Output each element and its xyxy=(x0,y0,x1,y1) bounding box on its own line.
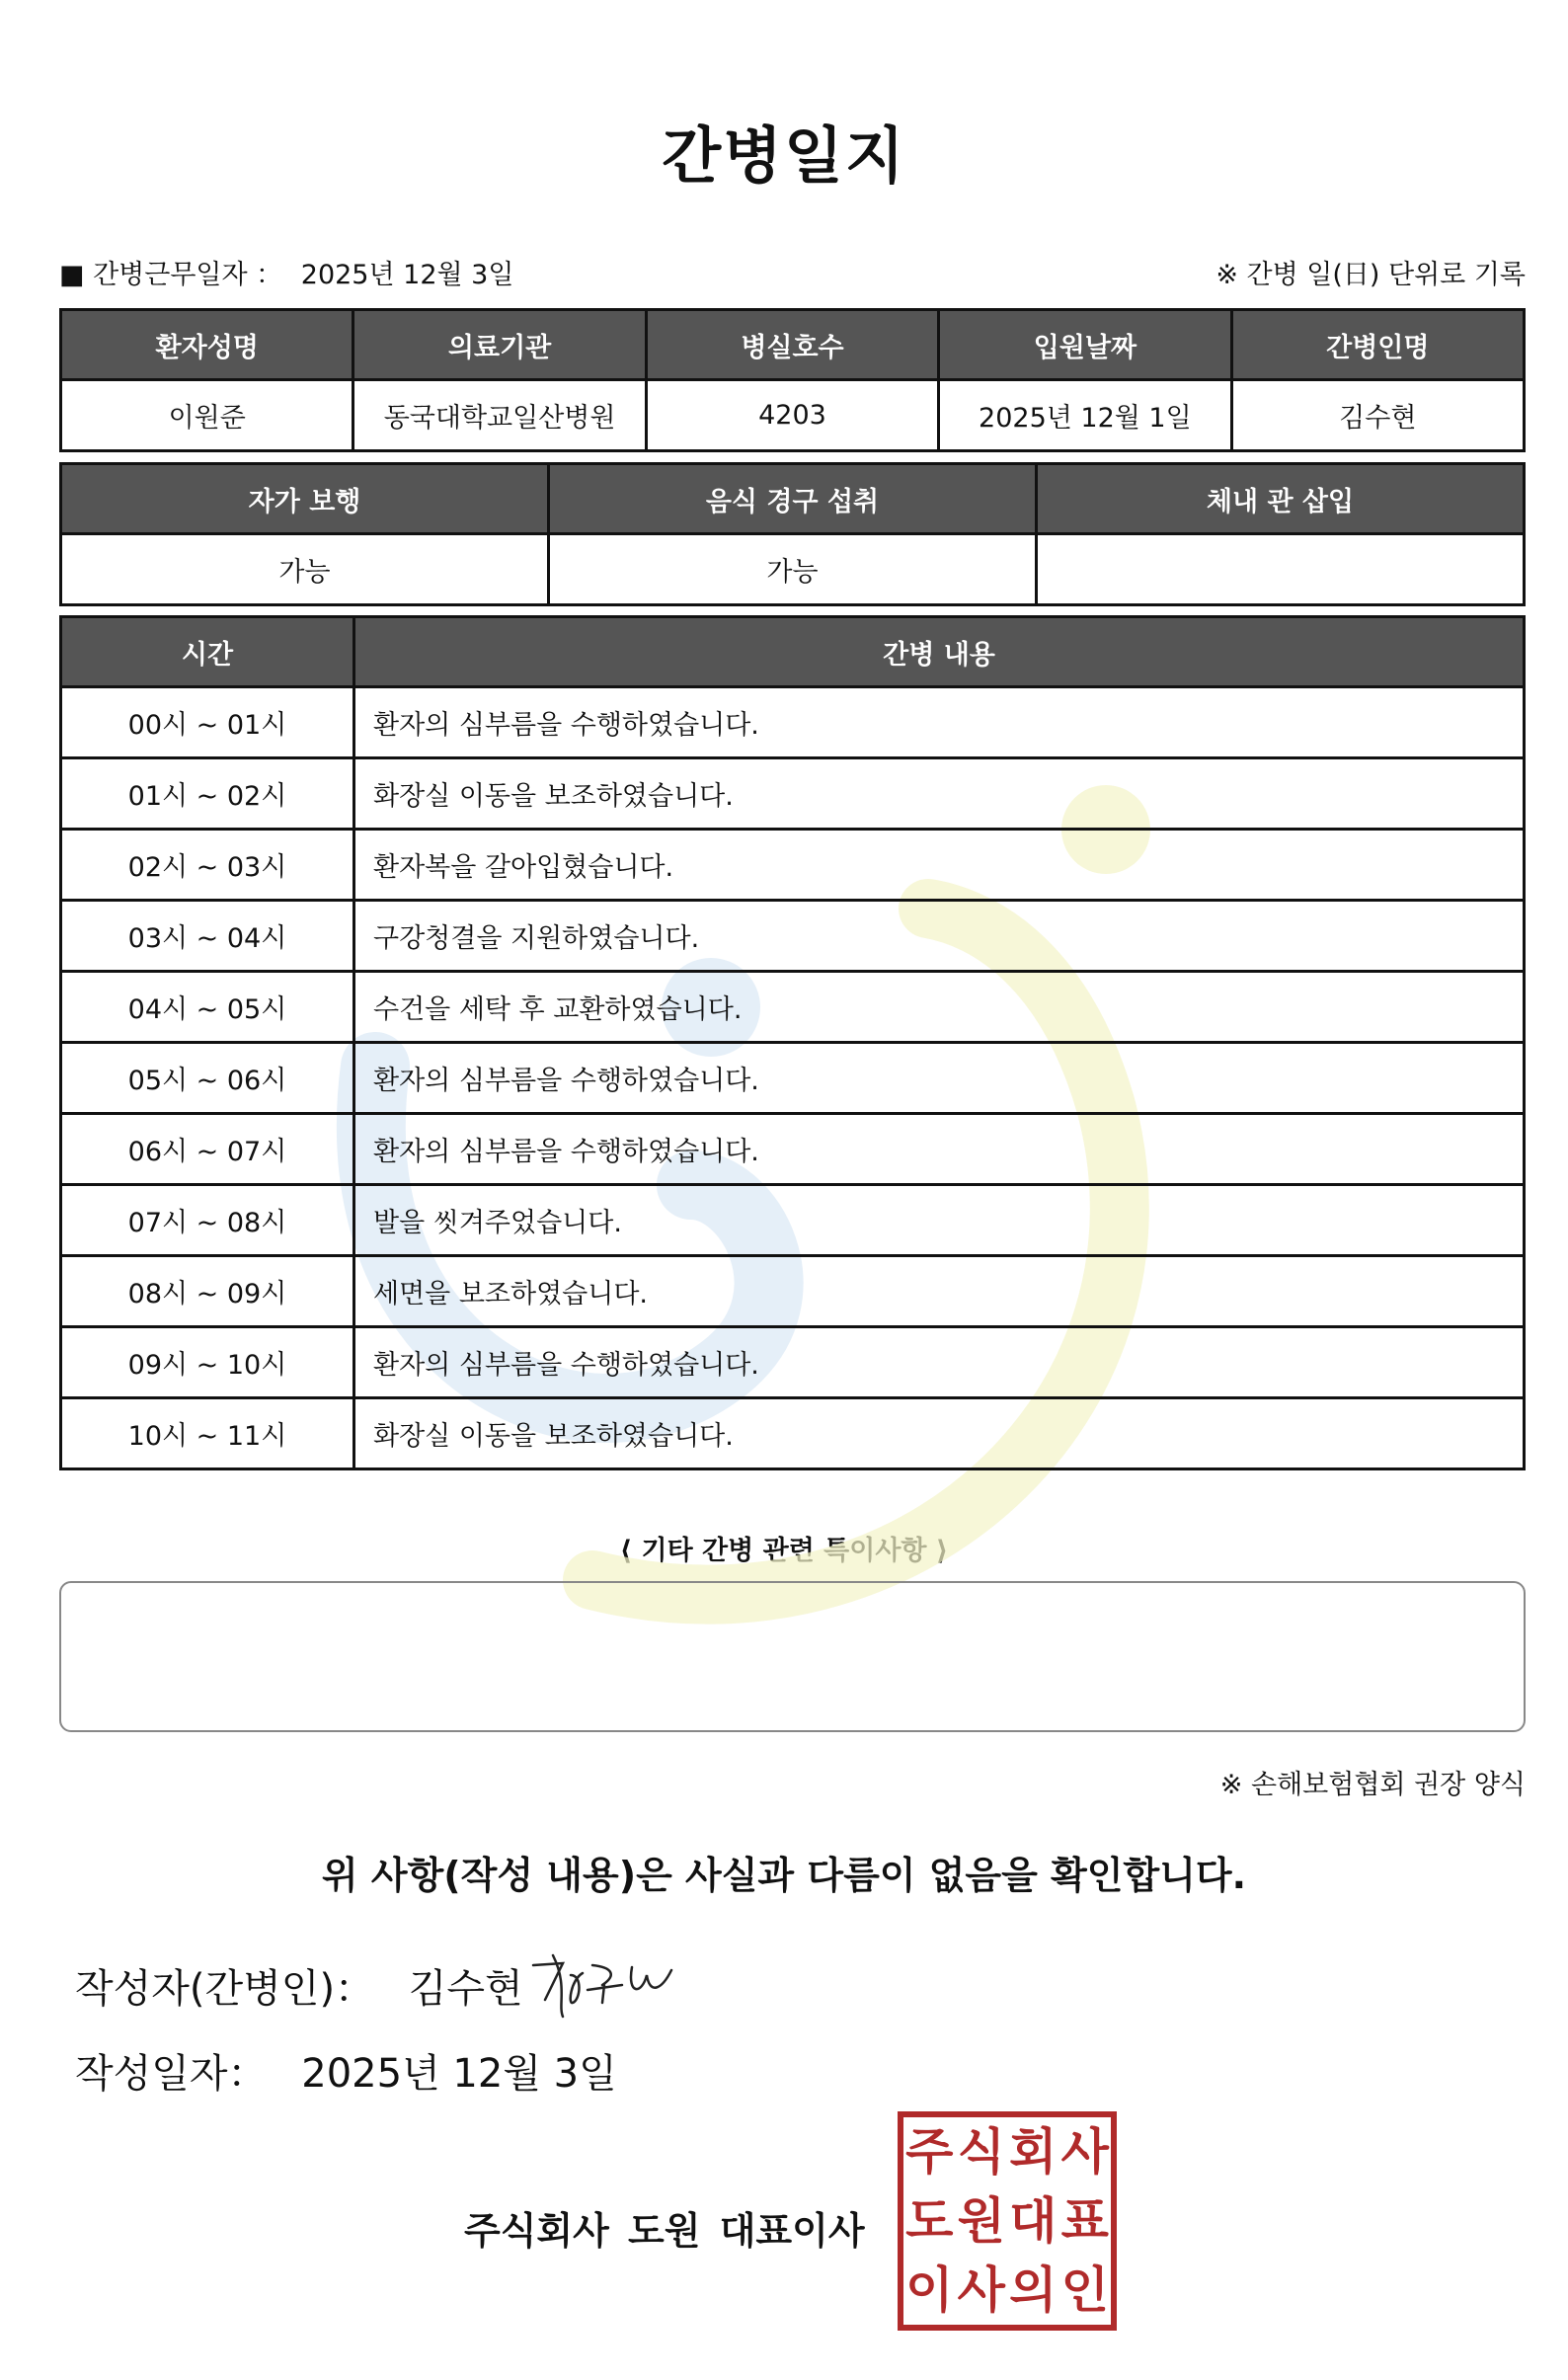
header-oral-intake: 음식 경구 섭취 xyxy=(549,464,1037,534)
table-row xyxy=(61,1327,1525,1398)
time-cell: 09시 ~ 10시 xyxy=(61,1327,354,1398)
confirmation-statement: 위 사항(작성 내용)은 사실과 다름이 없음을 확인합니다. xyxy=(321,1854,1247,1897)
writer-label: 작성자(간병인)： xyxy=(75,1966,375,2012)
seal-char: 주 xyxy=(905,2123,954,2181)
content-cell: 환자의 심부름을 수행하였습니다. xyxy=(354,1327,1525,1398)
time-cell: 01시 ~ 02시 xyxy=(61,758,354,830)
writer-name: 김수현 xyxy=(408,1966,523,2012)
content-cell: 구강청결을 지원하였습니다. xyxy=(354,901,1525,972)
time-cell: 00시 ~ 01시 xyxy=(61,687,354,758)
header-walking: 자가 보행 xyxy=(61,464,549,534)
seal-char: 인 xyxy=(1060,2261,1109,2319)
patient-info-table xyxy=(59,308,1526,452)
patient-value-row xyxy=(61,380,1525,451)
time-cell: 07시 ~ 08시 xyxy=(61,1185,354,1256)
written-date-value: 2025년 12월 3일 xyxy=(301,2051,617,2097)
company-seal-stamp xyxy=(898,2111,1117,2331)
table-row xyxy=(61,1256,1525,1327)
time-cell: 10시 ~ 11시 xyxy=(61,1398,354,1469)
care-log-table xyxy=(59,615,1526,1470)
written-date-label: 작성일자： xyxy=(75,2051,268,2097)
table-row xyxy=(61,1043,1525,1114)
company-representative: 주식회사 도원 대표이사 xyxy=(464,2209,865,2253)
work-date-value: 2025년 12월 3일 xyxy=(300,260,514,290)
oral-intake-value: 가능 xyxy=(549,534,1037,605)
record-unit-note: ※ 간병 일(日) 단위로 기록 xyxy=(1215,260,1526,290)
patient-header-row xyxy=(61,310,1525,380)
seal-char: 의 xyxy=(1009,2261,1058,2319)
status-value-row xyxy=(61,534,1525,605)
seal-char: 도 xyxy=(905,2192,954,2250)
status-header-row xyxy=(61,464,1525,534)
remarks-title: ⟨ 기타 간병 관련 특이사항 ⟩ xyxy=(619,1536,949,1566)
patient-status-table xyxy=(59,462,1526,606)
table-row xyxy=(61,687,1525,758)
walking-value: 가능 xyxy=(61,534,549,605)
seal-char: 대 xyxy=(1009,2192,1058,2250)
content-cell: 수건을 세탁 후 교환하였습니다. xyxy=(354,972,1525,1043)
table-row xyxy=(61,901,1525,972)
header-tube: 체내 관 삽입 xyxy=(1037,464,1525,534)
writer-line xyxy=(75,1957,523,2014)
seal-char: 회 xyxy=(1009,2123,1058,2181)
time-cell: 06시 ~ 07시 xyxy=(61,1114,354,1185)
table-row xyxy=(61,758,1525,830)
written-date-line xyxy=(75,2042,617,2099)
content-cell: 환자의 심부름을 수행하였습니다. xyxy=(354,687,1525,758)
recommend-note: ※ 손해보험협회 권장 양식 xyxy=(1219,1770,1526,1800)
content-cell: 화장실 이동을 보조하였습니다. xyxy=(354,1398,1525,1469)
seal-char: 사 xyxy=(1060,2123,1109,2181)
time-cell: 05시 ~ 06시 xyxy=(61,1043,354,1114)
table-row xyxy=(61,830,1525,901)
content-cell: 발을 씻겨주었습니다. xyxy=(354,1185,1525,1256)
work-date xyxy=(59,253,513,291)
admission-date: 2025년 12월 1일 xyxy=(939,380,1231,451)
content-cell: 세면을 보조하였습니다. xyxy=(354,1256,1525,1327)
table-row xyxy=(61,1114,1525,1185)
header-time: 시간 xyxy=(61,617,354,687)
hospital-name: 동국대학교일산병원 xyxy=(353,380,646,451)
signature-image xyxy=(523,1945,691,2024)
header-caregiver: 간병인명 xyxy=(1231,310,1524,380)
content-cell: 환자의 심부름을 수행하였습니다. xyxy=(354,1114,1525,1185)
table-row xyxy=(61,1398,1525,1469)
work-date-label: ■ 간병근무일자 ： xyxy=(59,260,283,290)
time-cell: 03시 ~ 04시 xyxy=(61,901,354,972)
table-row xyxy=(61,1185,1525,1256)
room-number: 4203 xyxy=(646,380,938,451)
seal-char: 이 xyxy=(905,2261,954,2319)
seal-char: 표 xyxy=(1060,2192,1109,2250)
seal-char: 사 xyxy=(957,2261,1005,2319)
content-cell: 환자복을 갈아입혔습니다. xyxy=(354,830,1525,901)
header-hospital: 의료기관 xyxy=(353,310,646,380)
table-row xyxy=(61,972,1525,1043)
seal-char: 식 xyxy=(957,2123,1005,2181)
content-cell: 환자의 심부름을 수행하였습니다. xyxy=(354,1043,1525,1114)
log-header-row xyxy=(61,617,1525,687)
seal-char: 원 xyxy=(957,2192,1005,2250)
remarks-box xyxy=(59,1581,1526,1732)
time-cell: 08시 ~ 09시 xyxy=(61,1256,354,1327)
header-admission-date: 입원날짜 xyxy=(939,310,1231,380)
caregiver-name: 김수현 xyxy=(1231,380,1524,451)
tube-value xyxy=(1037,534,1525,605)
time-cell: 02시 ~ 03시 xyxy=(61,830,354,901)
time-cell: 04시 ~ 05시 xyxy=(61,972,354,1043)
content-cell: 화장실 이동을 보조하였습니다. xyxy=(354,758,1525,830)
header-patient-name: 환자성명 xyxy=(61,310,353,380)
document-title: 간병일지 xyxy=(662,119,906,192)
patient-name: 이원준 xyxy=(61,380,353,451)
header-room: 병실호수 xyxy=(646,310,938,380)
header-care-content: 간병 내용 xyxy=(354,617,1525,687)
